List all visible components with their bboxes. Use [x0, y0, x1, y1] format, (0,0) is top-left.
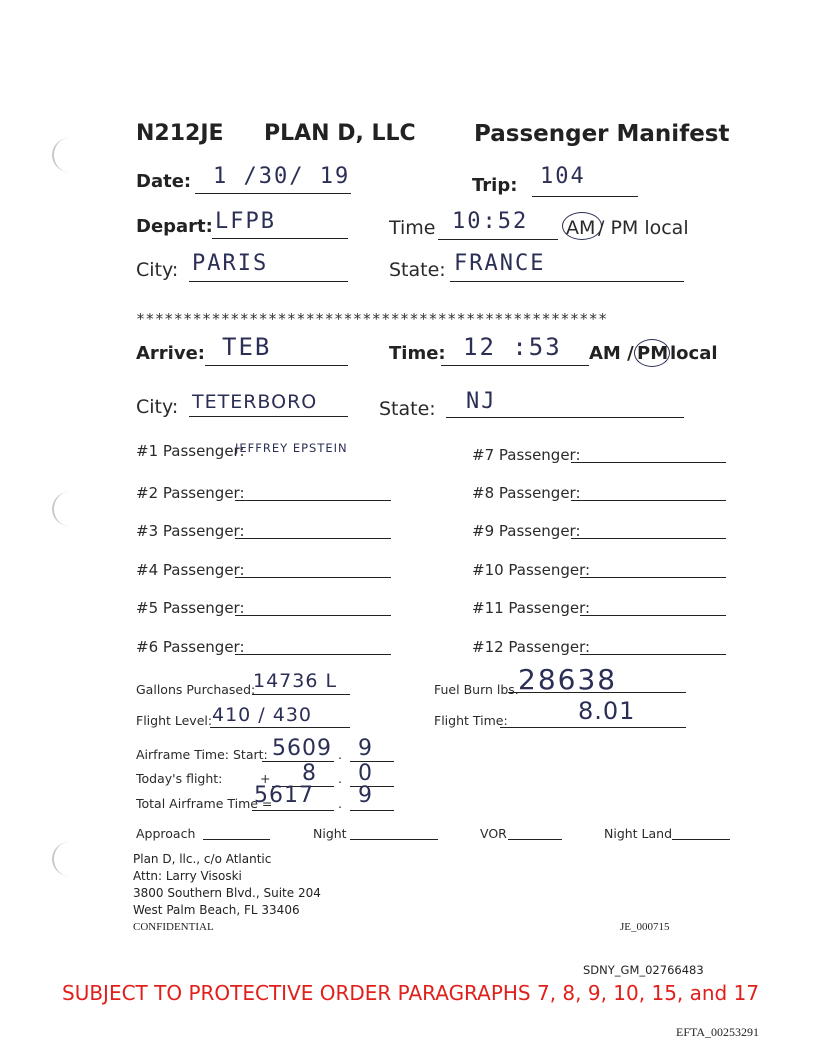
date-line	[195, 193, 351, 194]
address-line-1: Plan D, llc., c/o Atlantic	[133, 852, 272, 866]
arrive-local: local	[670, 343, 718, 364]
tail-number: N212JE	[136, 121, 224, 146]
airframe-start-label: Airframe Time: Start:	[136, 747, 268, 762]
passenger-10-label: #10 Passenger:	[472, 561, 591, 579]
trip-value: 104	[540, 164, 586, 189]
page-title: Passenger Manifest	[474, 121, 730, 147]
passenger-8-line	[571, 500, 726, 501]
date-value: 1 /30/ 19	[213, 164, 351, 189]
passenger-1-value: JEFFREY EPSTEIN	[235, 441, 348, 455]
airframe-start-dot: .	[338, 747, 342, 762]
fuel-burn-line	[508, 692, 686, 693]
binder-hole-bottom	[52, 842, 78, 876]
passenger-11-line	[580, 615, 726, 616]
total-airframe-line	[252, 810, 334, 811]
bates-number: SDNY_GM_02766483	[583, 963, 704, 977]
depart-time-label: Time	[389, 217, 436, 239]
passenger-10-line	[580, 577, 726, 578]
depart-city-value: PARIS	[192, 251, 269, 276]
depart-city-label: City:	[136, 259, 179, 281]
flight-time-line	[500, 727, 686, 728]
passenger-7-line	[571, 462, 726, 463]
flight-level-label: Flight Level:	[136, 713, 213, 728]
address-line-2: Attn: Larry Visoski	[133, 869, 242, 883]
depart-pm-local: / PM local	[598, 217, 689, 239]
arrive-time-label: Time:	[389, 343, 446, 364]
company-name: PLAN D, LLC	[264, 121, 416, 146]
passenger-1-label: #1 Passenger:	[136, 442, 245, 460]
flight-level-value: 410 / 430	[212, 704, 313, 726]
passenger-11-label: #11 Passenger:	[472, 599, 591, 617]
gallons-value: 14736 L	[253, 670, 338, 692]
arrive-state-value: NJ	[466, 389, 497, 414]
arrive-pm: PM	[637, 343, 669, 364]
today-flight-plus: +	[260, 771, 271, 786]
passenger-3-line	[235, 538, 391, 539]
flight-time-value: 8.01	[578, 697, 636, 725]
passenger-8-label: #8 Passenger:	[472, 484, 581, 502]
depart-am: AM	[566, 217, 596, 239]
approach-line	[203, 839, 270, 840]
approach-label: Approach	[136, 826, 196, 841]
arrive-time-value: 12 :53	[463, 333, 562, 361]
vor-line	[508, 839, 562, 840]
flight-level-line	[210, 727, 350, 728]
depart-line	[212, 238, 348, 239]
fuel-burn-label: Fuel Burn lbs.	[434, 682, 519, 697]
airframe-start-value: 5609	[272, 736, 332, 761]
depart-time-line	[438, 239, 558, 240]
night-land-line	[672, 839, 730, 840]
passenger-4-line	[235, 577, 391, 578]
flight-time-label: Flight Time:	[434, 713, 508, 728]
arrive-state-line	[446, 417, 684, 418]
today-flight-decimal: 0	[358, 761, 373, 786]
arrive-time-line	[441, 365, 589, 366]
depart-value: LFPB	[215, 209, 276, 234]
passenger-9-label: #9 Passenger:	[472, 522, 581, 540]
passenger-7-label: #7 Passenger:	[472, 446, 581, 464]
efta-number: EFTA_00253291	[676, 1025, 760, 1039]
depart-time-value: 10:52	[452, 209, 529, 234]
airframe-start-line	[262, 761, 334, 762]
total-airframe-label: Total Airframe Time =	[136, 796, 273, 811]
passenger-2-label: #2 Passenger:	[136, 484, 245, 502]
total-airframe-decimal-line	[350, 810, 394, 811]
date-label: Date:	[136, 171, 192, 192]
passenger-2-line	[235, 500, 391, 501]
depart-city-line	[189, 281, 348, 282]
je-number: JE_000715	[620, 921, 670, 933]
passenger-12-line	[580, 654, 726, 655]
fuel-burn-value: 28638	[518, 663, 618, 696]
arrive-city-label: City:	[136, 396, 179, 418]
today-flight-dot: .	[338, 771, 342, 786]
total-airframe-dot: .	[338, 796, 342, 811]
binder-hole-top	[52, 138, 78, 172]
passenger-6-label: #6 Passenger:	[136, 638, 245, 656]
address-line-3: 3800 Southern Blvd., Suite 204	[133, 886, 321, 900]
passenger-12-label: #12 Passenger:	[472, 638, 591, 656]
gallons-line	[252, 694, 350, 695]
night-land-label: Night Land	[604, 826, 673, 841]
night-line	[350, 839, 438, 840]
depart-state-value: FRANCE	[454, 251, 546, 276]
night-label: Night	[313, 826, 347, 841]
vor-label: VOR	[480, 826, 507, 841]
trip-line	[532, 196, 638, 197]
depart-label: Depart:	[136, 216, 213, 237]
confidential-stamp: CONFIDENTIAL	[133, 921, 214, 933]
arrive-line	[205, 365, 348, 366]
passenger-4-label: #4 Passenger:	[136, 561, 245, 579]
arrive-state-label: State:	[379, 398, 436, 420]
trip-label: Trip:	[472, 175, 518, 196]
today-flight-value: 8	[302, 761, 317, 786]
arrive-value: TEB	[222, 333, 272, 361]
airframe-start-decimal: 9	[358, 736, 373, 761]
separator: **************************************************	[136, 310, 608, 328]
passenger-6-line	[235, 654, 391, 655]
depart-state-label: State:	[389, 259, 446, 281]
gallons-label: Gallons Purchased:	[136, 682, 256, 697]
total-airframe-value: 5617	[254, 783, 314, 808]
address-line-4: West Palm Beach, FL 33406	[133, 903, 300, 917]
arrive-city-line	[189, 416, 348, 417]
passenger-9-line	[571, 538, 726, 539]
passenger-5-line	[235, 615, 391, 616]
arrive-am: AM /	[589, 343, 634, 364]
arrive-label: Arrive:	[136, 343, 205, 364]
arrive-city-value: TETERBORO	[192, 391, 318, 413]
passenger-5-label: #5 Passenger:	[136, 599, 245, 617]
depart-state-line	[450, 281, 684, 282]
protective-order-notice: SUBJECT TO PROTECTIVE ORDER PARAGRAPHS 7, 8, 9, 10, 15, and 17	[62, 981, 760, 1005]
total-airframe-decimal: 9	[358, 783, 373, 808]
passenger-3-label: #3 Passenger:	[136, 522, 245, 540]
today-flight-label: Today's flight:	[136, 771, 223, 786]
binder-hole-middle	[52, 492, 78, 526]
